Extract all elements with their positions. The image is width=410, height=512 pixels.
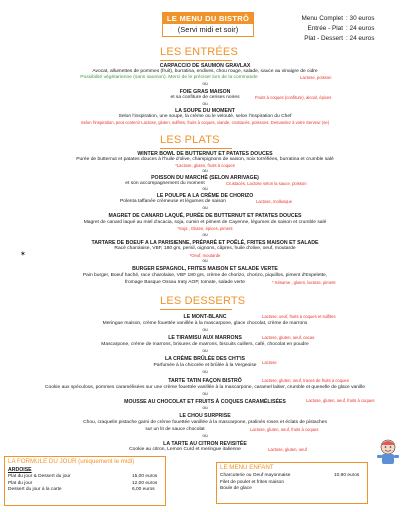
allergen-note: Fruits à coques (confiture), alcool, épices (255, 95, 332, 100)
price-label: Plat - Dessert (304, 35, 343, 42)
allergen-note: Selon l'inspiration, peut contenir Lactose, gluten, sulfites, fruits à coques, viande, crustacés, poissons. Demandez à votre Serveur (se) (80, 120, 330, 125)
enfant-item-price: 10,90 euros (334, 473, 360, 478)
separator-or: ou (202, 259, 208, 264)
dish-name: LA TARTE AU CITRON REVISITÉE (163, 441, 247, 447)
allergen-note: Lactose, gluten, oeuf, cacao (262, 335, 315, 340)
allergen-note: *Oeuf, moutarde (189, 253, 221, 258)
dish-description: Polenta taffanée crémeuse et légumes de saison (120, 199, 226, 204)
price-list (285, 14, 403, 44)
price-label: Entrée - Plat (307, 25, 343, 32)
separator-or: ou (202, 434, 208, 439)
dish-name: MOUSSE AU CHOCOLAT ET FRUITS À COQUES CARAMÉLISÉES (124, 399, 286, 405)
allergen-note: Lactose, mollusque (256, 199, 293, 204)
formule-item-name: Dessert du jour à la carte (8, 487, 62, 492)
dish-name: TARTE TATIN FAÇON BISTRÔ (168, 378, 242, 384)
dish-description: Selon l'inspiration, une soupe, la crème ou le velouté, selon l'inspiration du Chef (118, 114, 292, 119)
allergen-note: Lactose (262, 360, 277, 365)
dish-description: Magret de canard laqué au miel d'acacia, soja, cumin et piment de Cayenne, légumes de saison et crumble salé (83, 220, 327, 225)
dish-description: et sa confiture de cerises noires (170, 95, 240, 100)
dish-name: BURGER ESPAGNOL, FRITES MAISON ET SALADE VERTE (132, 266, 278, 272)
separator-or: ou (202, 328, 208, 333)
dish-description: sur un lit de sauce chocolat (145, 427, 205, 432)
menu-enfant-box (216, 462, 368, 504)
separator-or: ou (202, 102, 208, 107)
separator-or: ou (202, 406, 208, 411)
dish-name: TARTARE DE BOEUF A LA PARISIENNE, PRÉPARÉ ET POÊLÉ, FRITES MAISON ET SALADE (91, 240, 319, 246)
enfant-item-name: Charcuterie ou Oeuf mayonnaise (220, 473, 291, 478)
price-row (285, 24, 403, 34)
enfant-item-name: Boule de glace (220, 486, 252, 491)
allergen-note: Lactose, poisson (300, 75, 332, 80)
separator-or: ou (202, 370, 208, 375)
price-value: : 24 euros (346, 25, 375, 32)
dish-description: Parfumée à la chicorée et brûlée à la Vergeoise (153, 363, 257, 368)
separator-or: ou (202, 392, 208, 397)
allergen-note: Lactose, gluten, oeuf, traces de fruits à coques (262, 378, 349, 383)
allergen-note: Crustacés, Lactose selon la sauce, poisson (226, 181, 307, 186)
separator-or: ou (202, 82, 208, 87)
child-illustration-icon (374, 437, 402, 467)
dish-name: LA CRÈME BRÛLÉE DES CHT'IS (164, 356, 245, 362)
dish-name: LE CHOU SURPRISE (179, 413, 231, 419)
section-heading-plats: LES PLATS (160, 134, 220, 146)
menu-subtitle: (Servi midi et soir) (177, 25, 239, 34)
dish-description: Cookie aux spéculoos, pommes caramélisées sur une crème fouettée vanillée à la mascarpone, caramel laitier, crumble et quenelle de glace vanille (45, 385, 365, 390)
allergen-note: Lactose, gluten, oeuf, fruits à coques (306, 398, 375, 403)
enfant-heading: LE MENU ENFANT (220, 464, 274, 471)
vegetarian-note: Possibilité végétarienne (sans saumon). Merci de le préciser lors de la commande (80, 75, 258, 80)
separator-or: ou (202, 233, 208, 238)
dish-name: POISSON DU MARCHÉ (SELON ARRIVAGE) (151, 175, 259, 181)
formule-heading: LA FORMULE DU JOUR (uniquement le midi) (8, 458, 135, 465)
formule-du-jour-box (4, 456, 166, 506)
separator-or: ou (202, 206, 208, 211)
menu-title: LE MENU DU BISTRÔ (163, 13, 253, 24)
dish-description: Racé charolaise, VBF, 180 grs, persil, oignons, câpres, huile d'olive, oeuf, moutarde (114, 246, 296, 251)
dish-description: Cookie au citron, Lemon Curd et meringue italienne (129, 447, 241, 452)
allergen-note: Lactose, gluten, oeuf, fruits à coques (250, 427, 319, 432)
formule-item-price: 12,00 euros (132, 480, 158, 486)
allergen-note: Lactose, gluten, oeuf (268, 447, 307, 452)
price-row (285, 34, 403, 44)
separator-or: ou (202, 349, 208, 354)
allergen-note: Lactose, oeuf, fruits à coques et sulfites (262, 314, 336, 319)
enfant-item (217, 486, 367, 493)
price-label: Menu Complet (301, 15, 343, 22)
dish-name: CARPACCIO DE SAUMON GRAVLAX (159, 63, 251, 69)
formule-item-price: 6,00 euros (132, 487, 155, 492)
dish-description: et son accompagnement du moment (125, 181, 205, 186)
allergen-note: *Soja , Gluten, épices, piment (177, 226, 233, 231)
menu-title-box (162, 12, 254, 37)
enfant-item-price (334, 486, 364, 493)
separator-or: ou (202, 187, 208, 192)
formule-subheading: ARDOISE (8, 467, 32, 473)
formule-item-price: 15,00 euros (132, 474, 158, 479)
section-heading-entrees: LES ENTRÉES (160, 46, 239, 58)
dish-name: LE POULPE A LA CRÈME DE CHORIZO (156, 193, 254, 199)
allergen-note: * Sésame , gluten, lactose, piment (272, 280, 336, 285)
dish-description: Meringue maison, crème fouettée vanillée à la mascarpone, glace chocolat, crème de marrons (102, 321, 308, 326)
separator-or: ou (202, 169, 208, 174)
dish-description: fromage Basque Ossau Iraty AOP, tomate, salade verte (124, 280, 246, 285)
enfant-item-name: Filet de poulet et frites maison (220, 479, 284, 485)
formule-item (5, 487, 165, 494)
dish-description: Pain burger, Boeuf haché, race charolaise, VBF 180 grs, crème de chorizo, chorizo, piquillos, piment d'Espelette, (82, 273, 328, 278)
section-heading-desserts: LES DESSERTS (160, 295, 246, 307)
dish-name: MAGRET DE CANARD LAQUÉ, PURÉE DE BUTTERNUT ET PATATES DOUCES (108, 213, 302, 219)
dish-description: Chou, craquelin pistache garni de crème fouettée vanillée à la mascarpone, pralinés roses et éclats de pistaches (83, 420, 327, 425)
star-icon: ✶ (20, 251, 26, 258)
dish-name: FOIE GRAS MAISON (179, 89, 231, 95)
dish-name: LE TIRAMISU AUX MARRONS (168, 335, 242, 341)
price-row (285, 14, 403, 24)
dish-name: LA SOUPE DU MOMENT (175, 108, 235, 114)
dish-description: Purée de butternut et patates douces à l'huile d'olive, champignons de saison, noix torréfiées, burratina et crumble salé (76, 157, 334, 162)
dish-name: LE MONT-BLANC (183, 314, 227, 320)
allergen-note: *Lactose, gluten, fruits à coques (175, 163, 235, 168)
formule-item-name: Plat du jour (8, 480, 33, 486)
dish-description: Avocat, allumettes de pommes (fruit), burratina, endives, chou rouge, salade, sauce au vinaigre de cidre (92, 69, 318, 74)
price-value: : 24 euros (346, 35, 375, 42)
dish-description: Mascarpone, crème de marrons, brisures de marrons, biscuits cuillers, café, chocolat en poudre (101, 342, 309, 347)
formule-item-name: Plat du jour & Dessert du jour (8, 474, 71, 479)
dish-name: WINTER BOWL DE BUTTERNUT ET PATATES DOUCES (137, 151, 273, 157)
price-value: : 30 euros (346, 15, 375, 22)
